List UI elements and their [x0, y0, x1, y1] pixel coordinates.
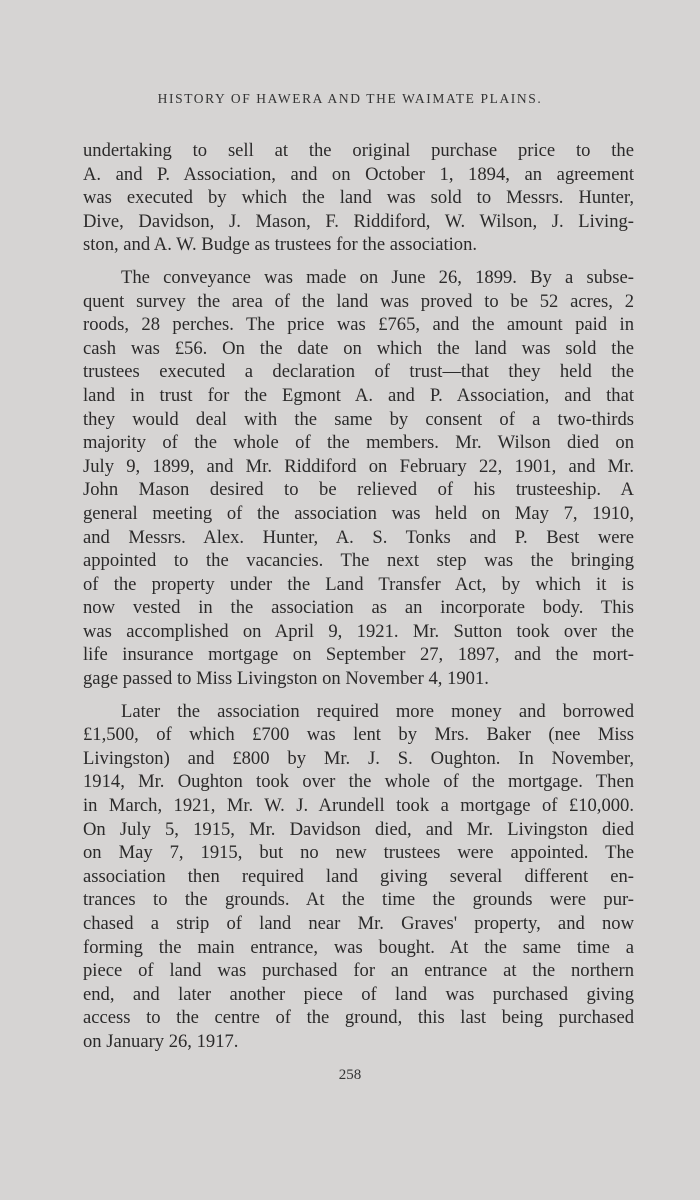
text-line: cash was £56. On the date on which the land was sold the [83, 337, 634, 359]
text-line: 1914, Mr. Oughton took over the whole of the mortgage. Then [83, 771, 634, 793]
text-line: was executed by which the land was sold to Messrs. Hunter, [83, 187, 634, 209]
text-line: Livingston) and £800 by Mr. J. S. Oughton. In November, [83, 747, 634, 769]
text-line: general meeting of the association was held on May 7, 1910, [83, 502, 634, 524]
running-header: HISTORY OF HAWERA AND THE WAIMATE PLAINS. [157, 91, 543, 106]
page-body [83, 139, 634, 1063]
text-line: Dive, Davidson, J. Mason, F. Riddiford, W. Wilson, J. Living- [83, 210, 634, 232]
text-line: July 9, 1899, and Mr. Riddiford on February 22, 1901, and Mr. [83, 455, 634, 477]
text-line: end, and later another piece of land was purchased giving [83, 983, 634, 1005]
text-line: association then required land giving several different en- [83, 865, 634, 887]
text-line: ston, and A. W. Budge as trustees for the association. [83, 234, 478, 256]
text-line: roods, 28 perches. The price was £765, and the amount paid in [83, 314, 634, 336]
text-line: was accomplished on April 9, 1921. Mr. Sutton took over the [83, 620, 634, 642]
text-line: trances to the grounds. At the time the grounds were pur- [83, 889, 634, 911]
text-line: majority of the whole of the members. Mr. Wilson died on [83, 432, 634, 454]
text-line: of the property under the Land Transfer Act, by which it is [83, 573, 634, 595]
paragraph [83, 700, 634, 1054]
text-line: The conveyance was made on June 26, 1899. By a subse- [121, 266, 634, 288]
text-line: On July 5, 1915, Mr. Davidson died, and Mr. Livingston died [83, 818, 634, 840]
text-line: on May 7, 1915, but no new trustees were appointed. The [83, 842, 634, 864]
text-line: on January 26, 1917. [83, 1030, 239, 1052]
text-line: quent survey the area of the land was proved to be 52 acres, 2 [83, 290, 634, 312]
paragraph [83, 266, 634, 691]
text-line: £1,500, of which £700 was lent by Mrs. Baker (nee Miss [83, 724, 634, 746]
paragraph [83, 139, 634, 257]
text-line: Later the association required more money and borrowed [121, 700, 634, 722]
page-number: 258 [338, 1067, 362, 1083]
text-line: access to the centre of the ground, this last being purchased [83, 1007, 634, 1029]
text-line: appointed to the vacancies. The next step was the bringing [83, 550, 634, 572]
text-line: piece of land was purchased for an entrance at the northern [83, 960, 634, 982]
text-line: gage passed to Miss Livingston on November 4, 1901. [83, 668, 489, 690]
text-line: undertaking to sell at the original purchase price to the [83, 140, 634, 161]
text-line: chased a strip of land near Mr. Graves' property, and now [83, 913, 634, 934]
text-line: in March, 1921, Mr. W. J. Arundell took a mortgage of £10,000. [83, 795, 634, 817]
text-line: land in trust for the Egmont A. and P. Association, and that [83, 384, 634, 406]
text-line: trustees executed a declaration of trust—that they held the [83, 361, 634, 383]
text-line: now vested in the association as an incorporate body. This [83, 597, 634, 619]
text-line: forming the main entrance, was bought. At the same time a [83, 936, 634, 958]
text-line: A. and P. Association, and on October 1, 1894, an agreement [83, 163, 634, 185]
text-line: they would deal with the same by consent of a two-thirds [83, 408, 634, 430]
text-line: and Messrs. Alex. Hunter, A. S. Tonks and P. Best were [83, 526, 634, 548]
text-line: John Mason desired to be relieved of his trusteeship. A [83, 479, 634, 501]
text-line: life insurance mortgage on September 27, 1897, and the mort- [83, 644, 634, 666]
